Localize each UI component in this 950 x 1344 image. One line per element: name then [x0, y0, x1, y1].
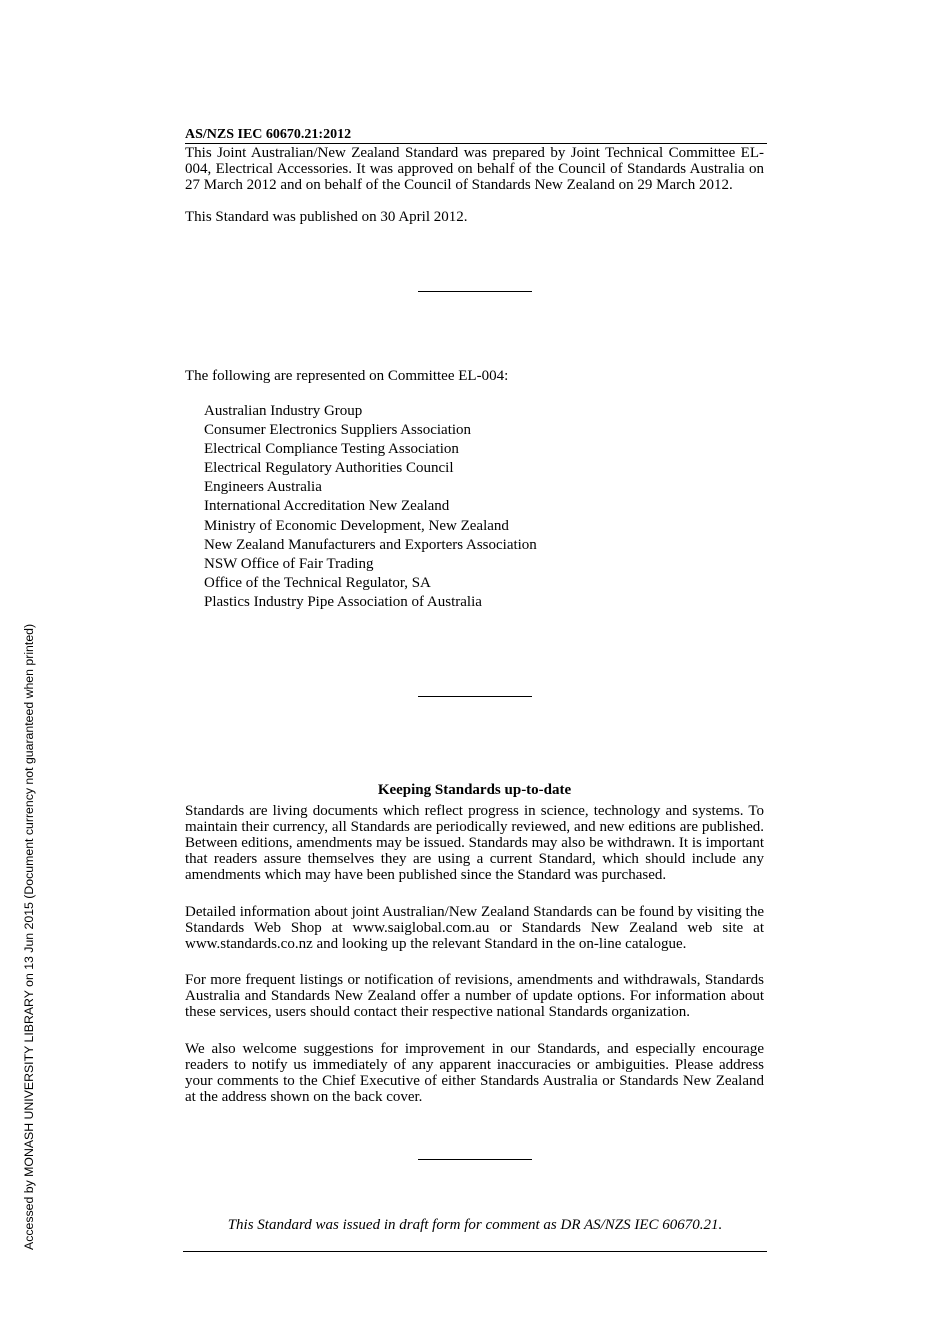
body-paragraph: We also welcome suggestions for improvement in our Standards, and especially encourage readers to notify us immediately of any apparent inaccuracies or ambiguities. Please address your comments to the Chief Executive of either Standards Australia or Standards New Zealand at the address shown on the back cover. [185, 1041, 764, 1105]
preparation-statement: This Joint Australian/New Zealand Standard was prepared by Joint Technical Committee EL-004, Electrical Accessories. It was approved on behalf of the Council of Standards Australia on 27 March 2012 and on behalf of the Council of Standards New Zealand on 29 March 2012. [185, 145, 764, 193]
committee-member: Electrical Regulatory Authorities Council [204, 460, 454, 477]
access-watermark: Accessed by MONASH UNIVERSITY LIBRARY on 13 Jun 2015 (Document currency not guaranteed when printed) [22, 623, 36, 1250]
committee-intro: The following are represented on Committee EL-004: [185, 368, 509, 384]
committee-member-list [204, 402, 537, 612]
body-paragraph: Detailed information about joint Australian/New Zealand Standards can be found by visiting the Standards Web Shop at www.saiglobal.com.au or Standards New Zealand web site at www.standards.co.nz and looking up the relevant Standard in the on-line catalogue. [185, 904, 764, 952]
body-paragraph: Standards are living documents which reflect progress in science, technology and systems. To maintain their currency, all Standards are periodically reviewed, and new editions are published. Between editions, amendments may be issued. Standards may also be withdrawn. It is important that readers assure themselves they are using a current Standard, which should include any amendments which may have been published since the Standard was purchased. [185, 803, 764, 883]
committee-member: Engineers Australia [204, 479, 322, 496]
committee-member: Ministry of Economic Development, New Zealand [204, 517, 509, 534]
section-divider [418, 1159, 532, 1160]
committee-member: Electrical Compliance Testing Association [204, 441, 459, 458]
section-divider [418, 696, 532, 697]
committee-member: Plastics Industry Pipe Association of Australia [204, 593, 482, 610]
committee-member: New Zealand Manufacturers and Exporters Association [204, 536, 537, 553]
committee-member: Australian Industry Group [204, 403, 363, 419]
committee-member: International Accreditation New Zealand [204, 498, 450, 515]
section-title: Keeping Standards up-to-date [377, 782, 572, 798]
document-identifier: AS/NZS IEC 60670.21:2012 [185, 126, 767, 144]
body-paragraph: For more frequent listings or notification of revisions, amendments and withdrawals, Standards Australia and Standards New Zealand offer a number of update options. For information about these services, users should contact their respective national Standards organization. [185, 972, 764, 1020]
publication-date: This Standard was published on 30 April 2012. [185, 209, 468, 225]
committee-member: Consumer Electronics Suppliers Association [204, 422, 472, 439]
section-divider [418, 291, 532, 292]
draft-note: This Standard was issued in draft form for comment as DR AS/NZS IEC 60670.21. [183, 1216, 767, 1252]
committee-member: NSW Office of Fair Trading [204, 555, 374, 572]
committee-member: Office of the Technical Regulator, SA [204, 574, 431, 591]
